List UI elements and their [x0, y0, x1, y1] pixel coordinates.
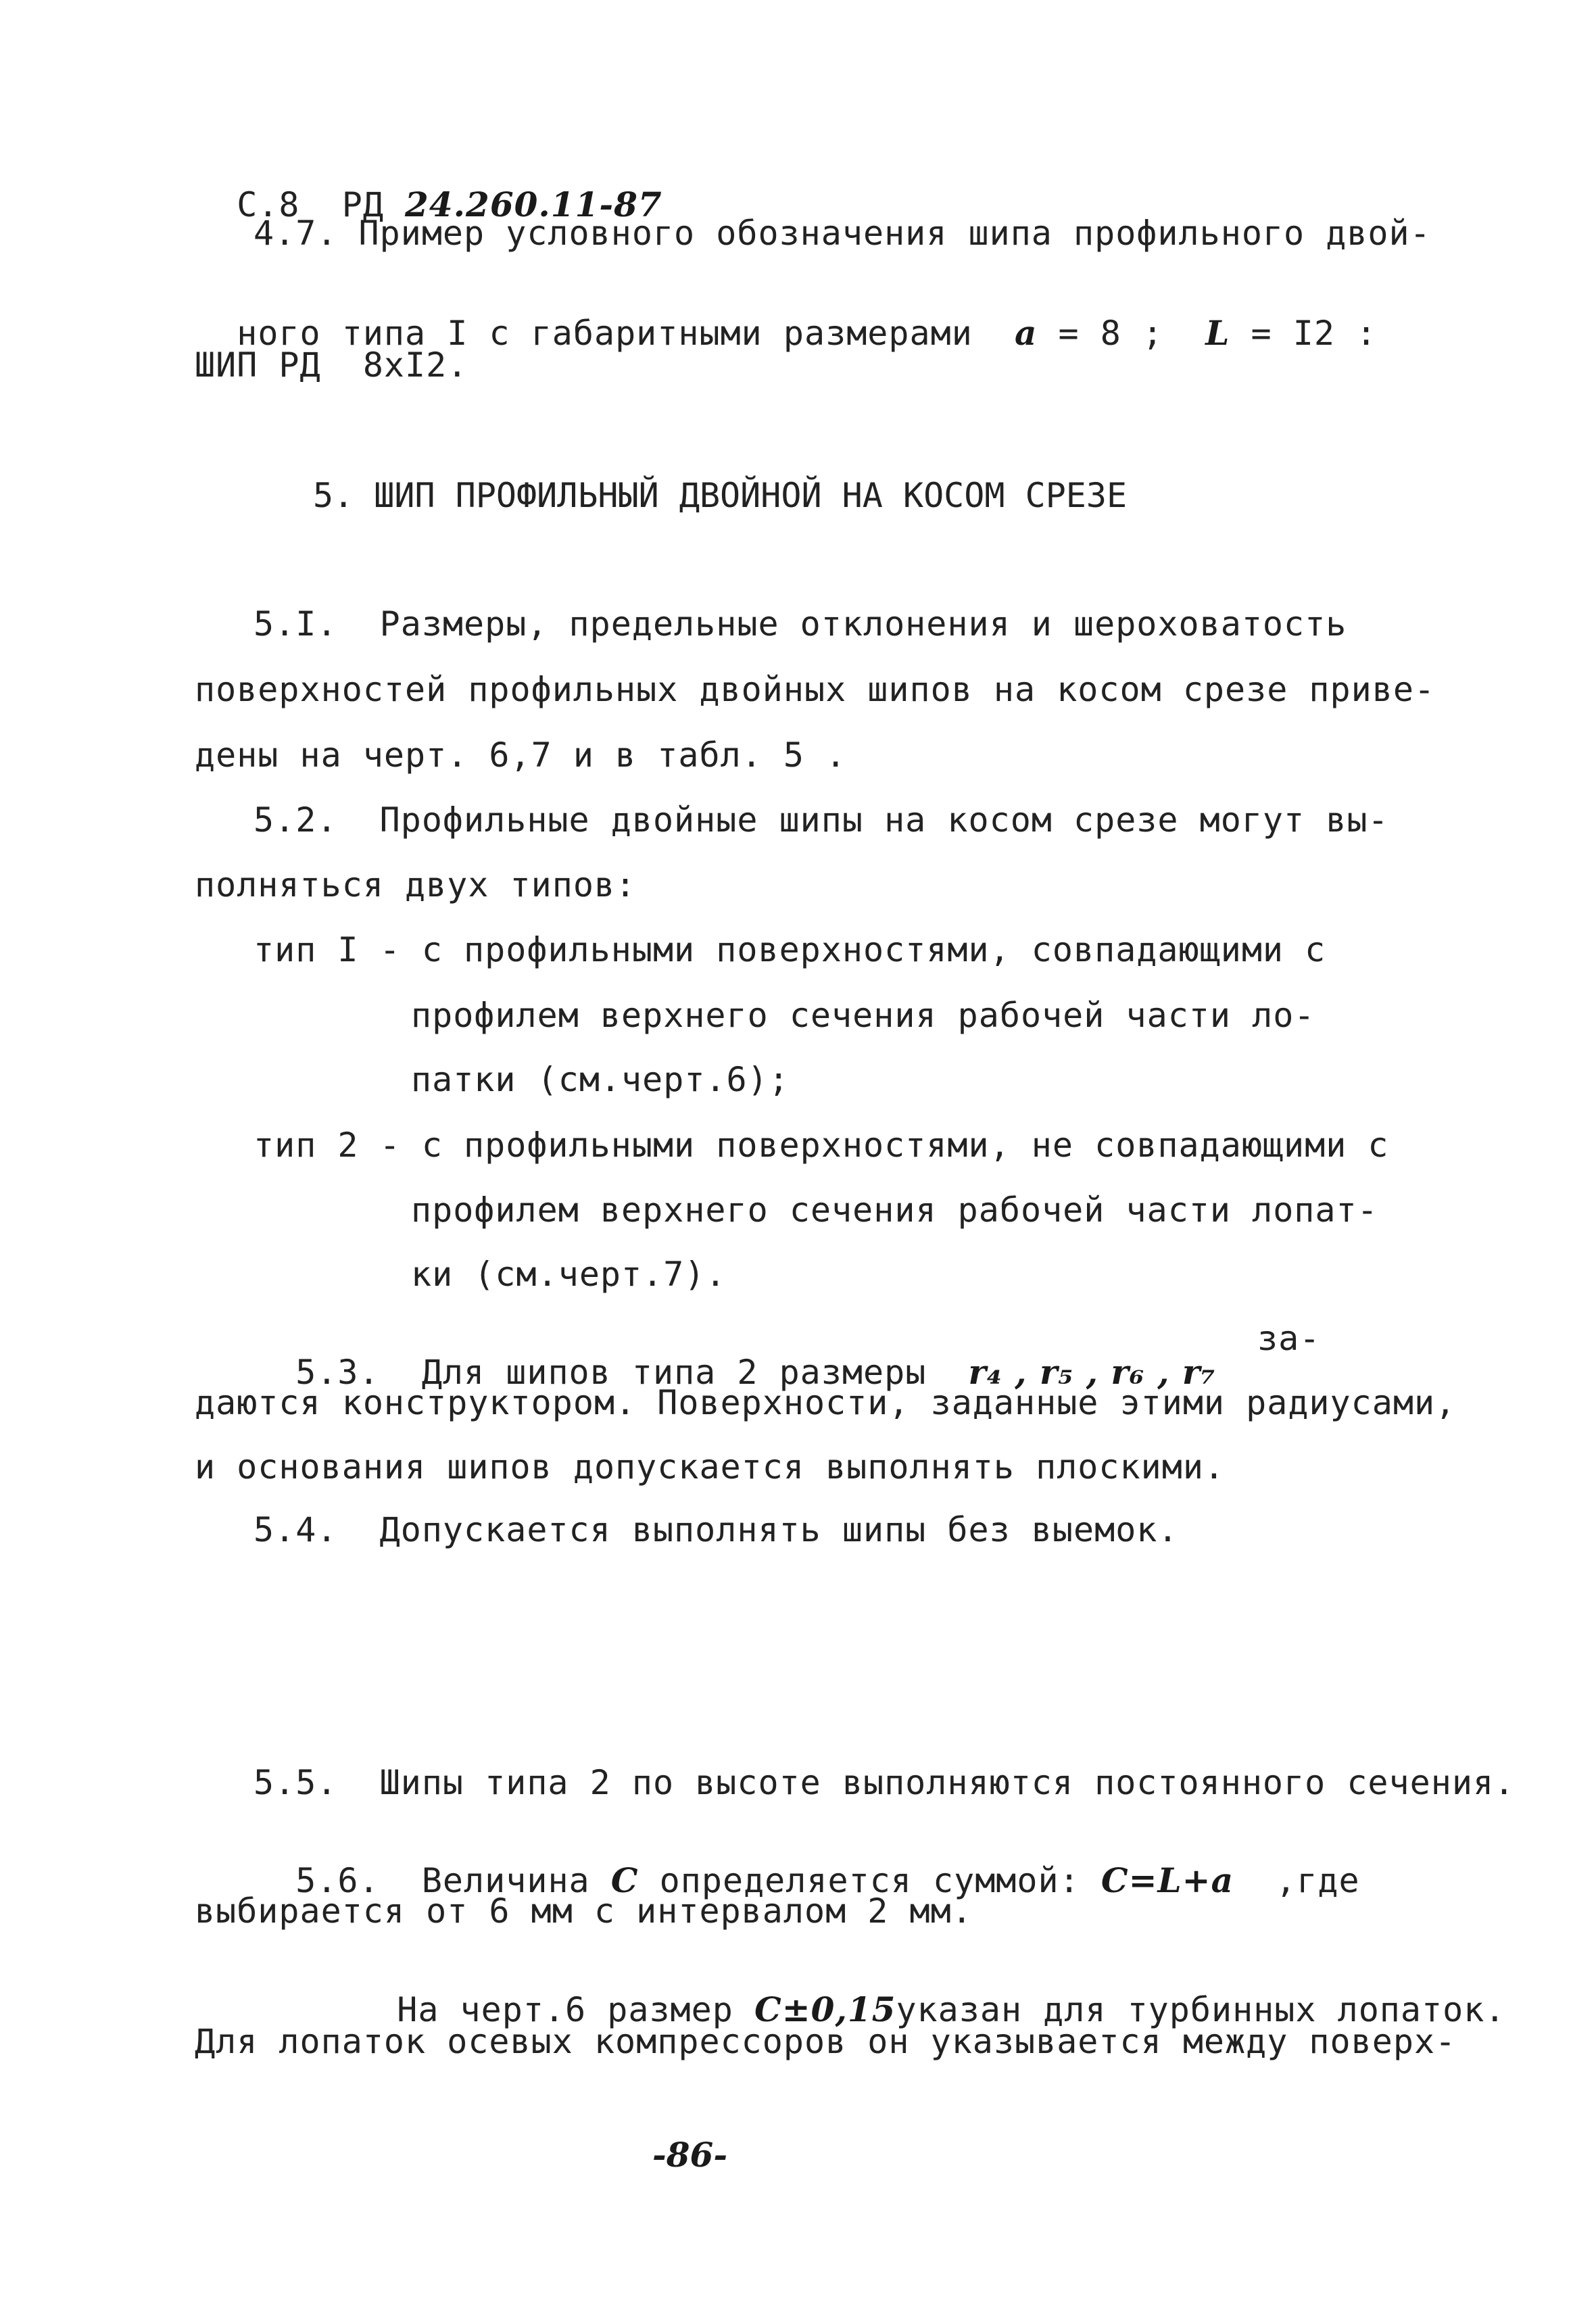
type-1-line2: профилем верхнего сечения рабочей части ло-: [411, 996, 1315, 1035]
section-heading: 5. ШИП ПРОФИЛЬНЫЙ ДВОЙНОЙ НА КОСОМ СРЕЗЕ: [313, 476, 1128, 515]
type-2-line3: ки (см.черт.7).: [411, 1255, 727, 1294]
type-1-line3: патки (см.черт.6);: [411, 1060, 790, 1099]
paragraph-4-7-line3: ШИП РД 8хI2.: [195, 345, 468, 385]
paragraph-5-3-line2: даются конструктором. Поверхности, заданные этими радиусами,: [195, 1383, 1457, 1422]
paragraph-5-6-line3: [355, 1959, 1505, 2027]
paragraph-5-3-line3: и основания шипов допускается выполнять плоскими.: [195, 1447, 1226, 1487]
document-header: [195, 154, 662, 222]
paragraph-4-7-line1: 4.7. Пример условного обозначения шипа профильного двой-: [253, 214, 1431, 253]
paragraph-5-3-hyphenation: за-: [1257, 1319, 1321, 1358]
paragraph-5-2-line2: полняться двух типов:: [195, 865, 637, 904]
type-2-line1: тип 2 - с профильными поверхностями, не совпадающими с: [253, 1126, 1389, 1165]
paragraph-5-1-line3: дены на черт. 6,7 и в табл. 5 .: [195, 735, 847, 775]
paragraph-5-6-line2: выбирается от 6 мм с интервалом 2 мм.: [195, 1891, 973, 1931]
paragraph-5-5-line1: 5.5. Шипы типа 2 по высоте выполняются постоянного сечения.: [253, 1763, 1516, 1802]
paragraph-5-1-line2: поверхностей профильных двойных шипов на косом срезе приве-: [195, 670, 1436, 709]
symbol-a: a: [1015, 313, 1038, 353]
type-2-line2: профилем верхнего сечения рабочей части лопат-: [411, 1190, 1378, 1230]
paragraph-5-6-line1: [253, 1830, 1360, 1898]
paragraph-5-1-line1: 5.I. Размеры, предельные отклонения и шероховатость: [253, 604, 1347, 644]
text-fragment: 5.6. Величина: [295, 1861, 611, 1900]
symbol-l: L: [1205, 313, 1230, 353]
text-fragment: определяется суммой:: [638, 1861, 1101, 1900]
text-fragment: 5.3. Для шипов типа 2 размеры: [295, 1353, 969, 1392]
text-fragment: ,где: [1233, 1861, 1360, 1900]
handwritten-doc-number: 24.260.11-87: [405, 185, 662, 224]
dimension-c-tolerance: C±0,15: [754, 1989, 896, 2029]
formula-c-equals-l-plus-a: C=L+a: [1101, 1860, 1234, 1900]
text-fragment: = 8 ;: [1037, 314, 1206, 353]
paragraph-5-4-line1: 5.4. Допускается выполнять шипы без выемок.: [253, 1510, 1179, 1549]
text-fragment: указан для турбинных лопаток.: [896, 1990, 1506, 2029]
type-1-line1: тип I - с профильными поверхностями, совпадающими с: [253, 930, 1326, 969]
page-number: -86-: [652, 2135, 728, 2175]
paragraph-4-7-line2: [195, 283, 1378, 353]
paragraph-5-2-line1: 5.2. Профильные двойные шипы на косом срезе могут вы-: [253, 800, 1389, 840]
header-prefix: С.8 РД: [237, 185, 406, 224]
symbol-c: C: [610, 1860, 639, 1900]
text-fragment: На черт.6 размер: [397, 1990, 754, 2029]
paragraph-5-6-line4: Для лопаток осевых компрессоров он указывается между поверх-: [195, 2022, 1457, 2061]
text-fragment: ного типа I с габаритными размерами: [237, 314, 1015, 353]
radius-symbols: r₄ , r₅ , r₆ , r₇: [968, 1352, 1217, 1392]
text-fragment: = I2 :: [1230, 314, 1378, 353]
paragraph-5-3-line1: [253, 1322, 1217, 1392]
